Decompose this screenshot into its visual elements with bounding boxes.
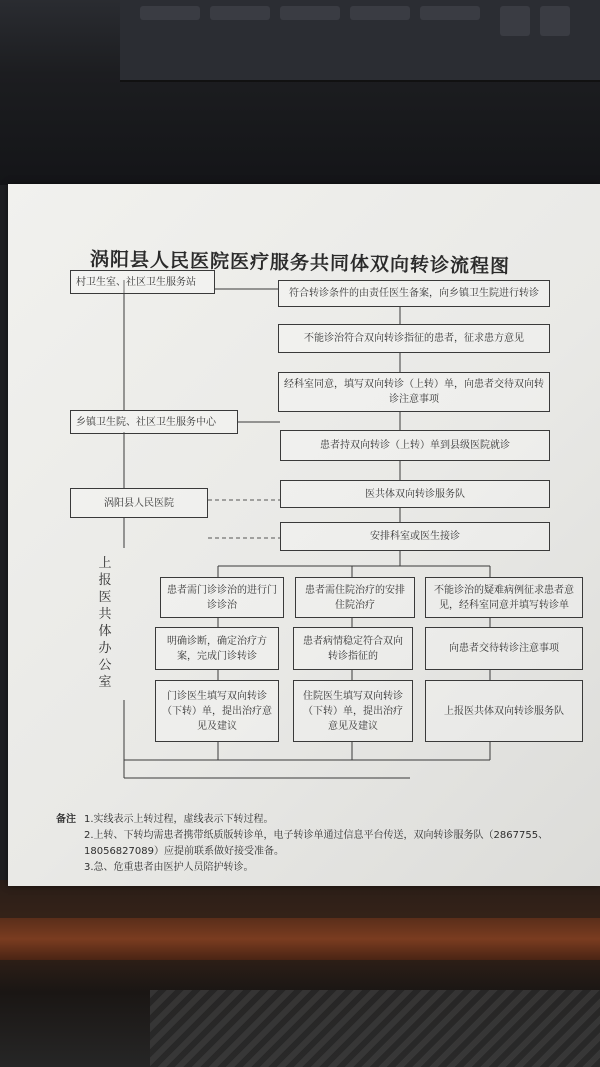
box-step-1: 符合转诊条件的由责任医生备案，向乡镇卫生院进行转诊 xyxy=(278,280,550,307)
box-step-6: 安排科室或医生接诊 xyxy=(280,522,550,551)
note-3: 3.急、危重患者由医护人员陪护转诊。 xyxy=(84,862,254,873)
box-village: 村卫生室、社区卫生服务站 xyxy=(70,270,215,294)
box-col2-row1: 患者需住院治疗的安排住院治疗 xyxy=(295,577,415,618)
note-row xyxy=(56,812,596,828)
box-township: 乡镇卫生院、社区卫生服务中心 xyxy=(70,410,238,434)
notes-section xyxy=(56,812,596,876)
box-col1-row1: 患者需门诊诊治的进行门诊诊治 xyxy=(160,577,284,618)
box-col3-row1: 不能诊治的疑难病例征求患者意见，经科室同意并填写转诊单 xyxy=(425,577,583,618)
box-col3-row2: 向患者交待转诊注意事项 xyxy=(425,627,583,670)
notes-label: 备注 xyxy=(56,814,76,825)
vertical-label: 上报医共体办公室 xyxy=(98,556,112,690)
document-title: 涡阳县人民医院医疗服务共同体双向转诊流程图 xyxy=(89,248,511,278)
box-step-2: 不能诊治符合双向转诊指征的患者，征求患方意见 xyxy=(278,324,550,353)
box-col1-row2: 明确诊断，确定治疗方案，完成门诊转诊 xyxy=(155,627,279,670)
note-1: 1.实线表示上转过程，虚线表示下转过程。 xyxy=(84,814,274,825)
box-col1-row3: 门诊医生填写双向转诊（下转）单，提出治疗意见及建议 xyxy=(155,680,279,742)
note-2b: 18056827089）应提前联系做好接受准备。 xyxy=(84,846,284,857)
box-col2-row2: 患者病情稳定符合双向转诊指征的 xyxy=(293,627,413,670)
box-county-hospital: 涡阳县人民医院 xyxy=(70,488,208,518)
box-col3-row3: 上报医共体双向转诊服务队 xyxy=(425,680,583,742)
box-step-4: 患者持双向转诊（上转）单到县级医院就诊 xyxy=(280,430,550,461)
box-col2-row3: 住院医生填写双向转诊（下转）单，提出治疗意见及建议 xyxy=(293,680,413,742)
box-step-3: 经科室同意，填写双向转诊（上转）单，向患者交待双向转诊注意事项 xyxy=(278,372,550,412)
box-step-5: 医共体双向转诊服务队 xyxy=(280,480,550,508)
note-2a: 2.上转、下转均需患者携带纸质版转诊单，电子转诊单通过信息平台传送，双向转诊服务队（2867755、 xyxy=(84,830,549,841)
